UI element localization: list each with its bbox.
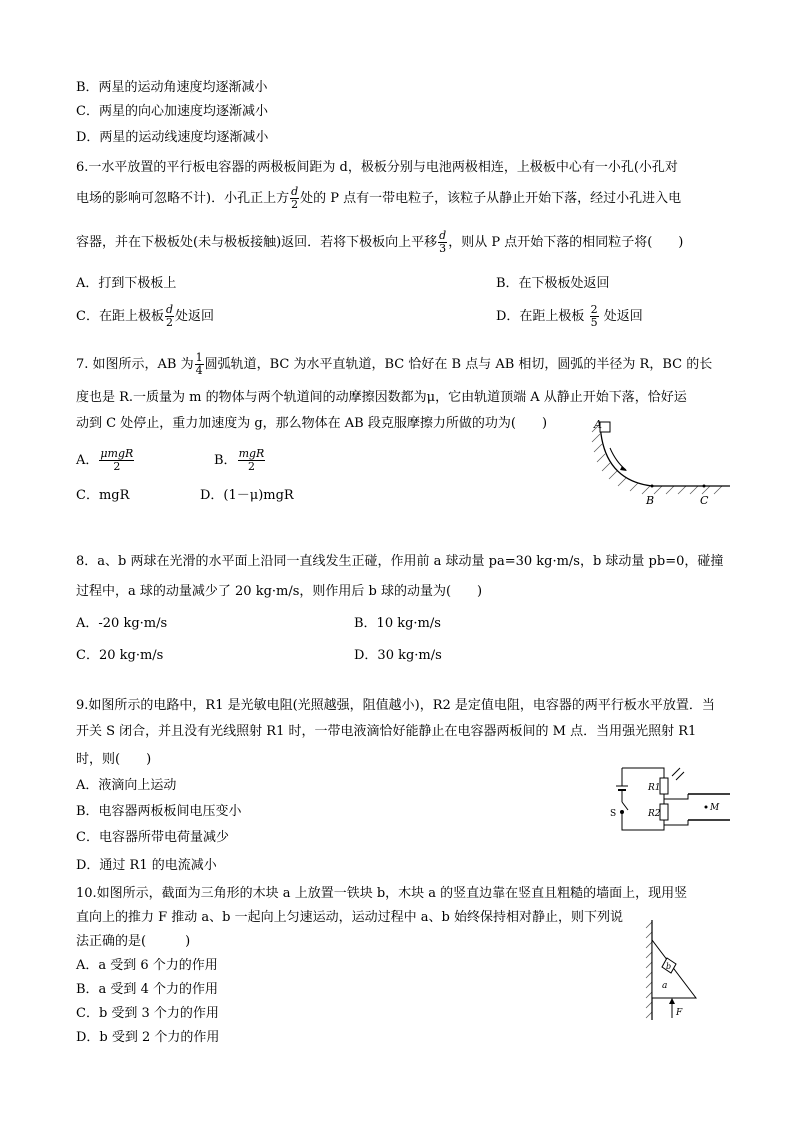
q9-label-s: S xyxy=(610,809,617,819)
q10-line2: 直向上的推力 F 推动 a、b 一起向上匀速运动，运动过程中 a、b 始终保持相对静止，则下列说 xyxy=(76,910,623,925)
q5-option-b: B．两星的运动角速度均逐渐减小 xyxy=(76,80,268,95)
q8-option-c: C．20 kg·m/s xyxy=(76,648,164,663)
q10-option-d: D．b 受到 2 个力的作用 xyxy=(76,1030,220,1045)
q7-line2: 度也是 R.一质量为 m 的物体与两个轨道间的动摩擦因数都为μ，它由轨道顶端 A 从静止开始下落，恰好运 xyxy=(76,390,687,405)
q6-option-b: B．在下极板处返回 xyxy=(496,276,610,291)
q7-option-c: C．mgR xyxy=(76,488,130,503)
q6-line3: 容器，并在下极板处(未与极板接触)返回．若将下极板向上平移 $\frac{d}{3}$ ，则从 P 点开始下落的相同粒子将( ) xyxy=(76,229,684,255)
q7-label-a: A xyxy=(594,418,602,431)
q10-option-c: C．b 受到 3 个力的作用 xyxy=(76,1006,219,1021)
q7-label-b: B xyxy=(646,494,655,507)
q8-option-a: A．-20 kg·m/s xyxy=(76,616,168,631)
q7-option-b: B． $\frac{\text{mgR}}{2}$ xyxy=(214,447,265,473)
q10-label-b: b xyxy=(666,962,672,971)
q9-option-a: A．液滴向上运动 xyxy=(76,778,177,793)
q6-frac-25: $\frac{2}{5}$ xyxy=(590,303,598,329)
q8-option-b: B．10 kg·m/s xyxy=(354,616,441,631)
q10-option-b: B．a 受到 4 个力的作用 xyxy=(76,982,218,997)
q5-option-d: D．两星的运动线速度均逐渐减小 xyxy=(76,130,269,145)
q7-option-d: D．(1－μ)mgR xyxy=(200,488,294,503)
q6-line1: 6.一水平放置的平行板电容器的两极板间距为 d，极板分别与电池两极相连，上极板中心有一小孔(小孔对 xyxy=(76,160,678,175)
q7-frac-14: $\frac{1}{4}$ xyxy=(195,351,203,377)
q9-line3: 时，则( ) xyxy=(76,752,152,767)
q6-line2: 电场的影响可忽略不计)．小孔正上方 $\frac{d}{2}$ 处的 P 点有一带电粒子，该粒子从静止开始下落，经过小孔进入电 xyxy=(76,185,682,211)
q10-figure xyxy=(640,918,700,1022)
q8-line1: 8．a、b 两球在光滑的水平面上沿同一直线发生正碰，作用前 a 球动量 pa=30 kg·m/s，b 球动量 pb=0，碰撞 xyxy=(76,554,724,569)
q9-option-d: D．通过 R1 的电流减小 xyxy=(76,858,217,873)
q9-label-m: M xyxy=(710,803,720,813)
q6-frac-d2: $\frac{d}{2}$ xyxy=(291,185,299,211)
q9-line1: 9.如图所示的电路中，R1 是光敏电阻(光照越强，阻值越小)，R2 是定值电阻，电容器的两平行板水平放置．当 xyxy=(76,698,715,713)
q7-label-c: C xyxy=(700,494,709,507)
q9-label-r2: R2 xyxy=(648,809,661,819)
q9-figure xyxy=(608,760,734,840)
q10-option-a: A．a 受到 6 个力的作用 xyxy=(76,958,218,973)
q8-option-d: D．30 kg·m/s xyxy=(354,648,442,663)
q10-line3: 法正确的是( ) xyxy=(76,934,191,949)
q8-line2: 过程中，a 球的动量减少了 20 kg·m/s，则作用后 b 球的动量为( ) xyxy=(76,584,483,599)
q10-line1: 10.如图所示，截面为三角形的木块 a 上放置一铁块 b，木块 a 的竖直边靠在竖直且粗糙的墙面上，现用竖 xyxy=(76,886,688,901)
q10-label-a: a xyxy=(662,981,668,991)
q7-figure xyxy=(586,418,736,510)
q7-option-a: A． $\frac{\text{μmgR}}{2}$ xyxy=(76,447,134,473)
q9-line2: 开关 S 闭合，并且没有光线照射 R1 时，一带电液滴恰好能静止在电容器两板间的 M 点．当用强光照射 R1 xyxy=(76,724,697,739)
q6-frac-c: $\frac{d}{2}$ xyxy=(165,303,173,329)
q9-label-r1: R1 xyxy=(648,783,661,793)
q10-label-f: F xyxy=(676,1008,683,1018)
q5-option-c: C．两星的向心加速度均逐渐减小 xyxy=(76,104,268,119)
q6-option-c: C．在距上极板 $\frac{d}{2}$ 处返回 xyxy=(76,303,215,329)
q6-frac-d3: $\frac{d}{3}$ xyxy=(439,229,447,255)
q9-option-b: B．电容器两板板间电压变小 xyxy=(76,804,242,819)
q7-line1: 7. 如图所示，AB 为 $\frac{1}{4}$ 圆弧轨道，BC 为水平直轨道，BC 恰好在 B 点与 AB 相切，圆弧的半径为 R，BC 的长 xyxy=(76,351,713,377)
q6-option-a: A．打到下极板上 xyxy=(76,276,177,291)
q7-line3: 动到 C 处停止，重力加速度为 g，那么物体在 AB 段克服摩擦力所做的功为( ) xyxy=(76,416,548,431)
q9-option-c: C．电容器所带电荷量减少 xyxy=(76,830,229,845)
q7-frac-a: $\frac{\text{μmgR}}{2}$ xyxy=(100,447,134,473)
q7-frac-b: $\frac{\text{mgR}}{2}$ xyxy=(238,447,265,473)
q6-option-d: D．在距上极板 $\frac{2}{5}$ 处返回 xyxy=(496,303,643,329)
